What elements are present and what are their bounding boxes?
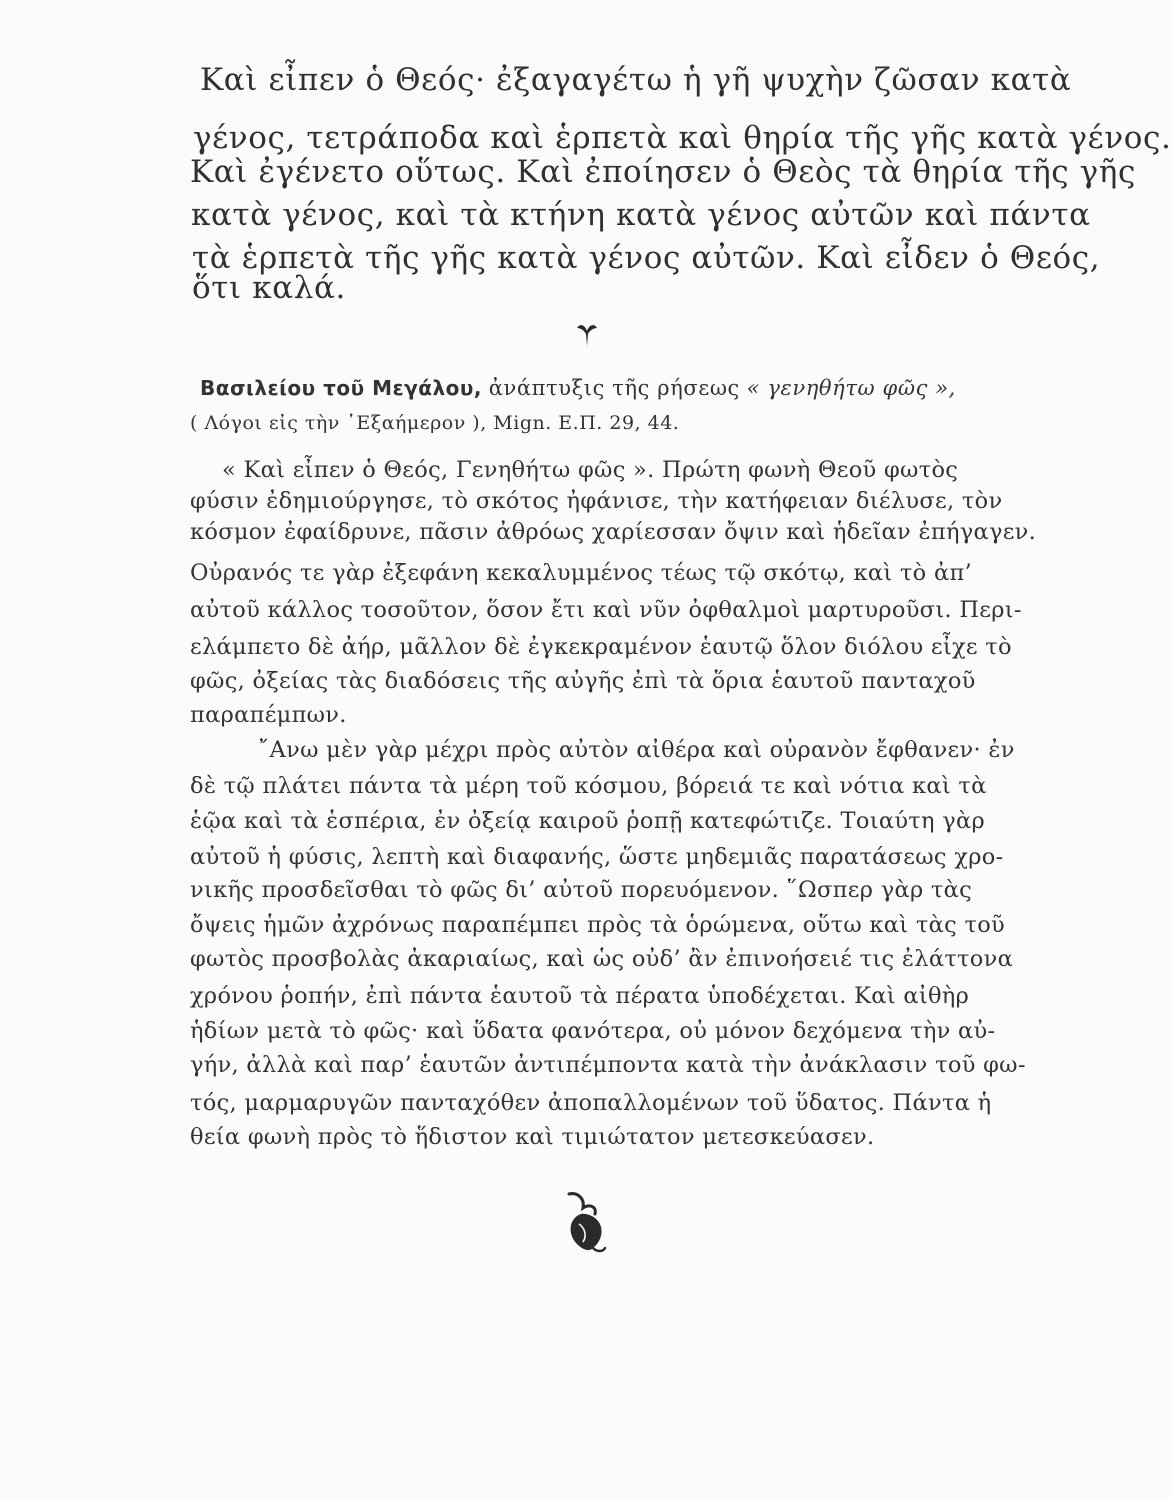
commentary-line: αὐτοῦ ἡ φύσις, λεπτὴ καὶ διαφανής, ὥστε μηδεμιᾶς παρατάσεως χρο- xyxy=(190,844,1004,870)
sprig-ornament-icon xyxy=(575,322,599,348)
commentary-line: φύσιν ἐδημιούργησε, τὸ σκότος ἠφάνισε, τὴν κατήφειαν διέλυσε, τὸν xyxy=(190,488,1003,514)
quoted-phrase: « γενηθήτω φῶς », xyxy=(746,376,956,400)
genesis-line: Καὶ ἐγένετο οὕτως. Καὶ ἐποίησεν ὁ Θεὸς τὰ θηρία τῆς γῆς xyxy=(190,154,1136,190)
commentary-line: κόσμον ἐφαίδρυνε, πᾶσιν ἀθρόως χαρίεσσαν ὄψιν καὶ ἡδεῖαν ἐπήγαγεν. xyxy=(190,519,1037,545)
commentary-line: φῶς, ὀξείας τὰς διαδόσεις τῆς αὐγῆς ἐπὶ τὰ ὅρια ἑαυτοῦ πανταχοῦ xyxy=(190,668,976,694)
commentary-line: νικῆς προσδεῖσθαι τὸ φῶς δι’ αὐτοῦ πορευόμενον. ῞Ωσπερ γὰρ τὰς xyxy=(190,877,973,903)
commentary-line: ῎Ανω μὲν γὰρ μέχρι πρὸς αὐτὸν αἰθέρα καὶ οὐρανὸν ἔφθανεν· ἐν xyxy=(258,737,1015,763)
genesis-line: κατὰ γένος, καὶ τὰ κτήνη κατὰ γένος αὐτῶν καὶ πάντα xyxy=(191,197,1091,233)
commentary-line: ἡδίων μετὰ τὸ φῶς· καὶ ὕδατα φανότερα, οὐ μόνον δεχόμενα τὴν αὐ- xyxy=(190,1018,996,1044)
commentary-line: φωτὸς προσβολὰς ἀκαριαίως, καὶ ὡς οὐδ’ ἂν ἐπινοήσειέ τις ἐλάττονα xyxy=(190,946,1014,972)
genesis-line: ὅτι καλά. xyxy=(192,270,346,306)
leaf-tailpiece-icon xyxy=(563,1190,609,1256)
commentary-line: δὲ τῷ πλάτει πάντα τὰ μέρη τοῦ κόσμου, βόρειά τε καὶ νότια καὶ τὰ xyxy=(190,773,987,799)
commentary-line: αὐτοῦ κάλλος τοσοῦτον, ὅσον ἔτι καὶ νῦν ὀφθαλμοὶ μαρτυροῦσι. Περι- xyxy=(190,597,1022,623)
commentary-line: ελάμπετο δὲ ἀήρ, μᾶλλον δὲ ἐγκεκραμένον ἑαυτῷ ὅλον διόλου εἶχε τὸ xyxy=(190,634,1012,660)
source-reference: ( Λόγοι εἰς τὴν ῾Εξαήμερον ), Mign. E.Π. 29, 44. xyxy=(190,412,680,434)
commentary-line: θεία φωνὴ πρὸς τὸ ἥδιστον καὶ τιμιώτατον μετεσκεύασεν. xyxy=(190,1124,875,1150)
commentary-line: ἑῷα καὶ τὰ ἑσπέρια, ἐν ὀξείᾳ καιροῦ ῥοπῇ κατεφώτιζε. Τοιαύτη γὰρ xyxy=(190,808,986,834)
genesis-line: Καὶ εἶπεν ὁ Θεός· ἐξαγαγέτω ἡ γῆ ψυχὴν ζῶσαν κατὰ xyxy=(200,62,1072,98)
genesis-line: τὰ ἑρπετὰ τῆς γῆς κατὰ γένος αὐτῶν. Καὶ εἶδεν ὁ Θεός, xyxy=(192,240,1101,276)
commentary-line: χρόνου ῥοπήν, ἐπὶ πάντα ἑαυτοῦ τὰ πέρατα ὑποδέχεται. Καὶ αἰθὴρ xyxy=(190,983,970,1009)
commentary-line: τός, μαρμαρυγῶν πανταχόθεν ἀποπαλλομένων τοῦ ὕδατος. Πάντα ἡ xyxy=(190,1090,992,1116)
commentary-line: « Καὶ εἶπεν ὁ Θεός, Γενηθήτω φῶς ». Πρώτη φωνὴ Θεοῦ φωτὸς xyxy=(222,457,959,483)
author-name: Βασιλείου τοῦ Μεγάλου, xyxy=(200,376,483,400)
genesis-line: γένος, τετράποδα καὶ ἑρπετὰ καὶ θηρία τῆς γῆς κατὰ γένος. xyxy=(193,120,1171,156)
commentary-line: παραπέμπων. xyxy=(190,702,347,728)
commentary-line: Οὐρανός τε γὰρ ἐξεφάνη κεκαλυμμένος τέως τῷ σκότῳ, καὶ τὸ ἀπ’ xyxy=(190,560,973,586)
excerpt-description: ἀνάπτυξις τῆς ρήσεως xyxy=(488,376,740,400)
excerpt-heading xyxy=(200,376,956,400)
commentary-line: γήν, ἀλλὰ καὶ παρ’ ἑαυτῶν ἀντιπέμποντα κατὰ τὴν ἀνάκλασιν τοῦ φω- xyxy=(190,1052,1026,1078)
commentary-line: ὄψεις ἡμῶν ἀχρόνως παραπέμπει πρὸς τὰ ὁρώμενα, οὕτω καὶ τὰς τοῦ xyxy=(190,912,1006,938)
